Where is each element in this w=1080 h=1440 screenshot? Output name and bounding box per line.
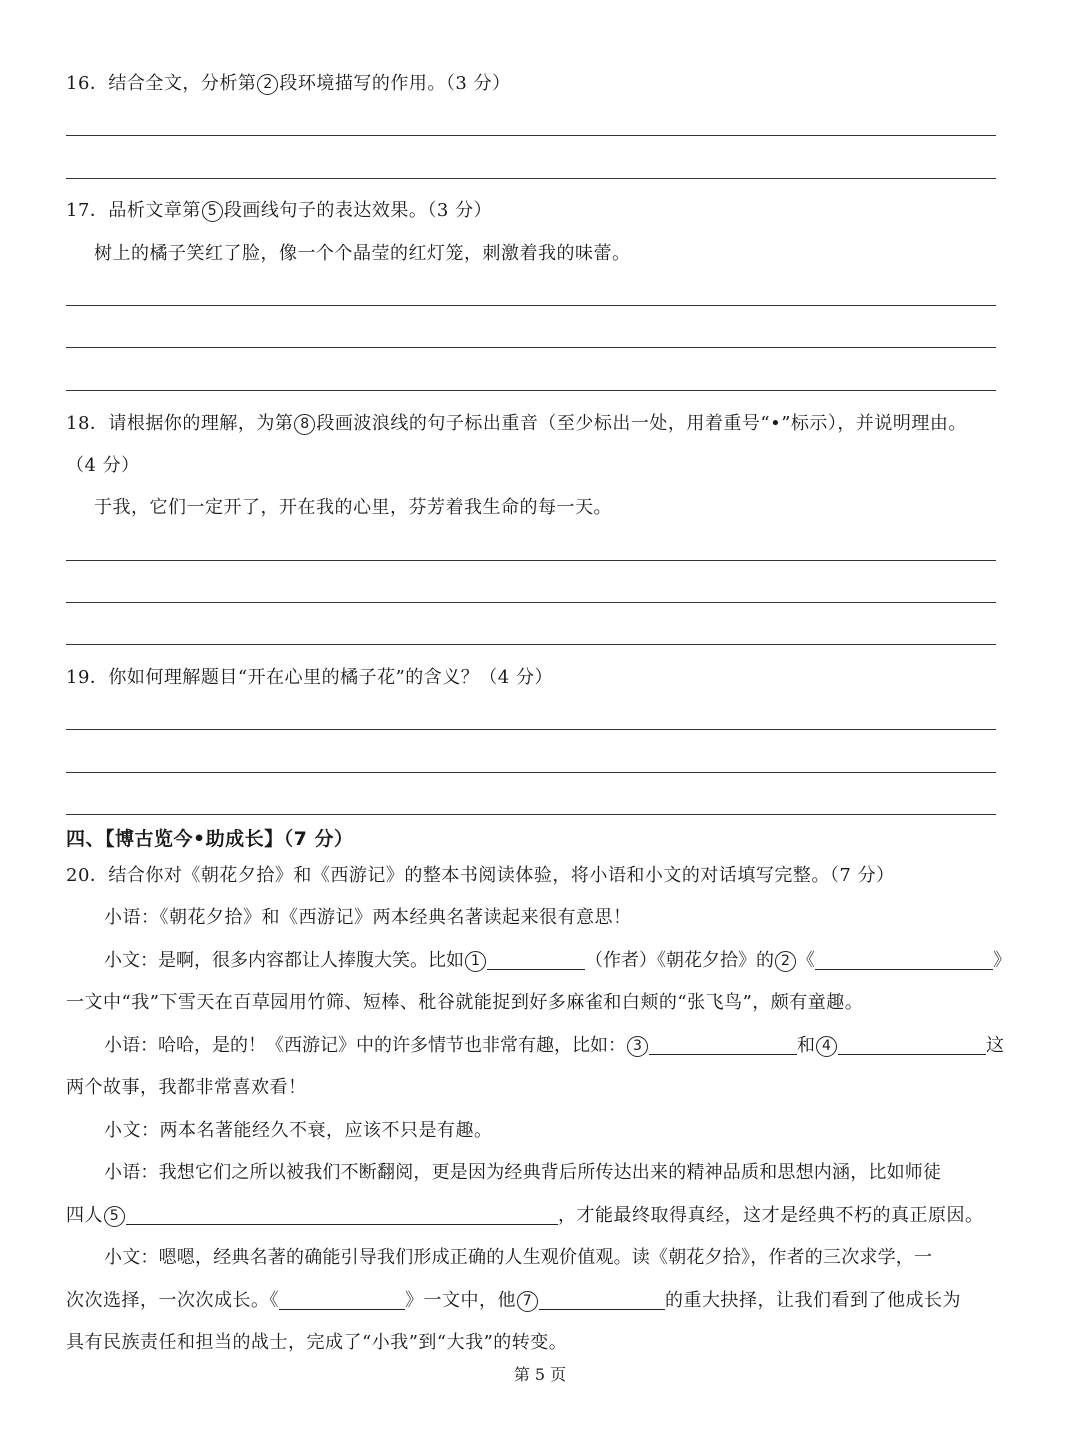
- quoted-sentence: 树上的橘子笑红了脸，像一个个晶莹的红灯笼，刺激着我的味蕾。: [94, 243, 631, 264]
- dialogue-line: 具有民族责任和担当的战士，完成了“小我”到“大我”的转变。: [66, 1332, 568, 1353]
- dialogue-line: 小语：哈哈，是的！《西游记》中的许多情节也非常有趣，比如： 3 和 4 这: [104, 1035, 1004, 1056]
- quoted-sentence: 于我，它们一定开了，开在我的心里，芬芳着我生命的每一天。: [94, 497, 612, 518]
- answer-line[interactable]: [66, 644, 996, 645]
- answer-line[interactable]: [66, 772, 996, 773]
- score-label: （4 分）: [66, 455, 140, 476]
- answer-line[interactable]: [66, 602, 996, 603]
- answer-line[interactable]: [66, 305, 996, 306]
- circled-number: 8: [294, 414, 315, 435]
- dialogue-line: 两个故事，我都非常喜欢看！: [66, 1077, 307, 1098]
- dialogue-line: 小文：嗯嗯，经典名著的确能引导我们形成正确的人生观价值观。读《朝花夕拾》，作者的三次求学，一: [104, 1247, 933, 1268]
- answer-line[interactable]: [66, 178, 996, 179]
- dialogue-line: 小语：《朝花夕拾》和《西游记》两本经典名著读起来很有意思！: [104, 907, 632, 928]
- question-18: 18．请根据你的理解，为第 8 段画波浪线的句子标出重音（至少标出一处，用着重号“•”标示），并说明理由。: [66, 413, 967, 434]
- answer-line[interactable]: [66, 729, 996, 730]
- fill-blank-3[interactable]: [649, 1034, 797, 1055]
- section-heading: 四、【博古览今•助成长】（7 分）: [66, 828, 354, 850]
- circled-number: 5: [202, 201, 223, 222]
- circled-number: 4: [816, 1036, 837, 1057]
- dialogue-line: 小文：是啊，很多内容都让人捧腹大笑。比如 1 （作者）《朝花夕拾》的 2 《 》: [104, 950, 1011, 971]
- circled-number: 2: [775, 951, 796, 972]
- question-20: 20．结合你对《朝花夕拾》和《西游记》的整本书阅读体验，将小语和小文的对话填写完整。（7 分）: [66, 865, 895, 886]
- answer-line[interactable]: [66, 814, 996, 815]
- circled-number: 7: [517, 1291, 538, 1312]
- circled-number: 5: [104, 1206, 125, 1227]
- circled-number: 1: [465, 951, 486, 972]
- fill-blank-2[interactable]: [815, 949, 993, 970]
- answer-line[interactable]: [66, 135, 996, 136]
- fill-blank-7[interactable]: [539, 1289, 665, 1310]
- answer-line[interactable]: [66, 347, 996, 348]
- fill-blank-6[interactable]: [279, 1289, 405, 1310]
- dialogue-line: 小文：两本名著能经久不衰，应该不只是有趣。: [104, 1120, 493, 1141]
- dialogue-line: 小语：我想它们之所以被我们不断翻阅，更是因为经典背后所传达出来的精神品质和思想内涵，比如师徒: [104, 1162, 942, 1183]
- answer-line[interactable]: [66, 560, 996, 561]
- dialogue-line: 次次选择，一次次成长。《 》一文中，他 7 的重大抉择，让我们看到了他成长为: [66, 1290, 961, 1311]
- circled-number: 2: [257, 74, 278, 95]
- question-17: 17．品析文章第 5 段画线句子的表达效果。（3 分）: [66, 200, 493, 221]
- answer-line[interactable]: [66, 390, 996, 391]
- question-19: 19．你如何理解题目“开在心里的橘子花”的含义？（4 分）: [66, 667, 553, 688]
- dialogue-line: 四人 5 ，才能最终取得真经，这才是经典不朽的真正原因。: [66, 1205, 984, 1226]
- fill-blank-5[interactable]: [126, 1204, 558, 1225]
- page-number: 第 5 页: [513, 1365, 567, 1384]
- fill-blank-1[interactable]: [487, 949, 585, 970]
- fill-blank-4[interactable]: [838, 1034, 986, 1055]
- circled-number: 3: [627, 1036, 648, 1057]
- question-16: 16．结合全文，分析第 2 段环境描写的作用。（3 分）: [66, 73, 511, 94]
- dialogue-line: 一文中“我”下雪天在百草园用竹筛、短棒、秕谷就能捉到好多麻雀和白颊的“张飞鸟”，颇有童趣。: [66, 992, 864, 1013]
